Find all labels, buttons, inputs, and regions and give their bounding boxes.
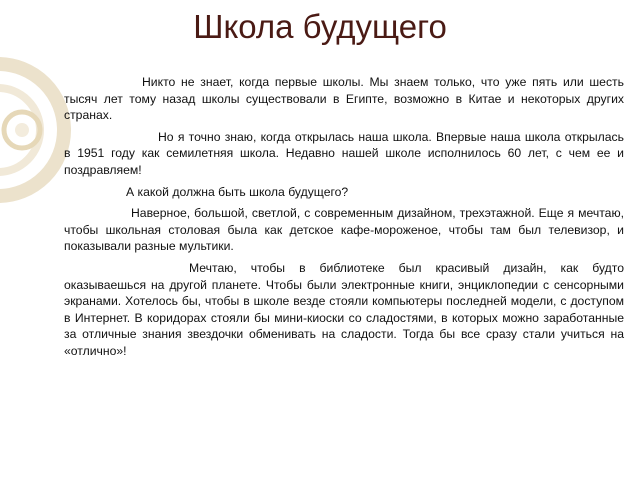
decor-dot bbox=[15, 123, 29, 137]
paragraph-our-school: Но я точно знаю, когда открылась наша школа. Впервые наша школа открылась в 1951 году как семилетняя школа. Недавно нашей школе исполнилось 60 лет, с чем ее и поздравляем! bbox=[64, 129, 624, 177]
paragraph-dream-library: Мечтаю, чтобы в библиотеке был красивый дизайн, как будто оказываешься на другой планете. Чтобы были электронные книги, энциклопедии с сенсорными экранами. Хотелось бы, чтобы в школе везде стояли компьютеры последней модели, с доступом в Интернет. В коридорах стояли бы мини-киоски со сладостями, в которых можно заработанные за отличные знания звездочки обменивать на сладости. Тогда бы все сразу стали учиться на «отлично»! bbox=[64, 260, 624, 358]
decor-ring-outer bbox=[0, 64, 64, 196]
paragraph-history: Никто не знает, когда первые школы. Мы знаем только, что уже пять или шесть тысяч лет тому назад школы существовали в Египте, возможно в Китае и некоторых других странах. bbox=[64, 75, 624, 123]
paragraph-dream-building: Наверное, большой, светлой, с современным дизайном, трехэтажной. Еще я мечтаю, чтобы школьная столовая была как детское кафе-мороженое, чтобы там был телевизор, и показывали разные мультики. bbox=[64, 206, 624, 254]
paragraph-question: А какой должна быть школа будущего? bbox=[126, 184, 349, 199]
slide-body bbox=[64, 74, 624, 365]
slide-title: Школа будущего bbox=[193, 8, 447, 45]
